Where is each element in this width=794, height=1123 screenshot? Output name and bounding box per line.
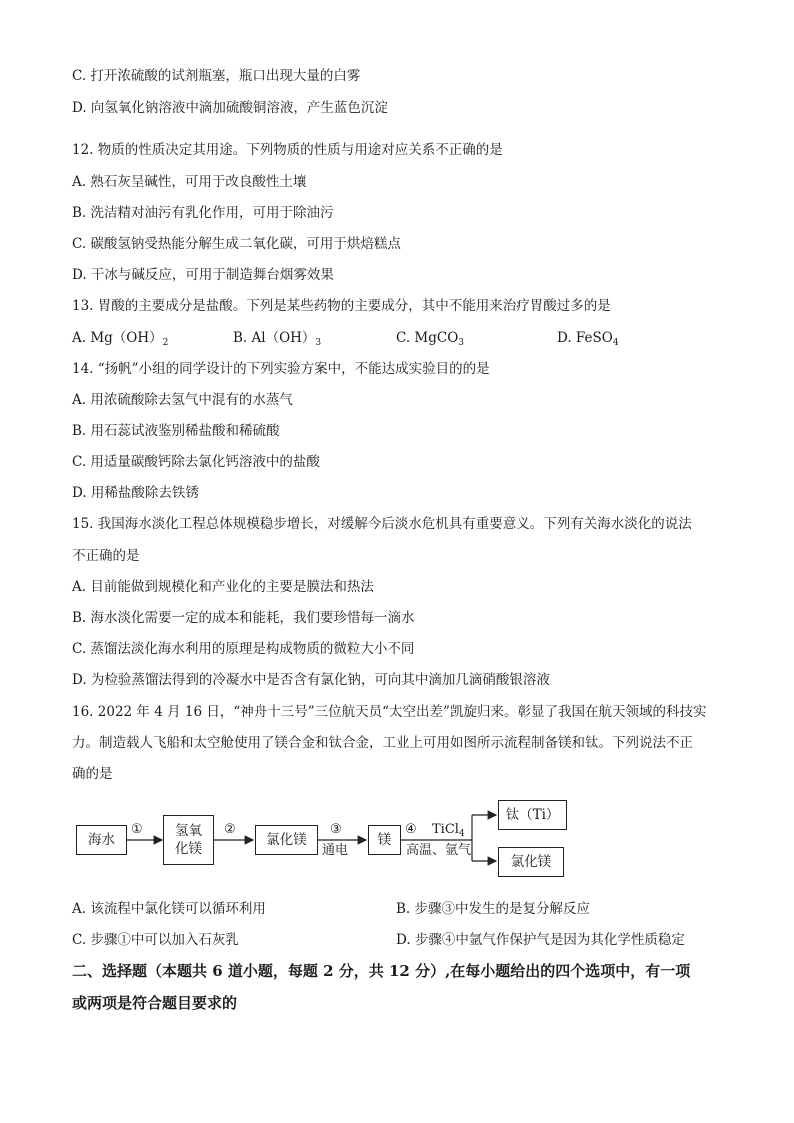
step4-condition: 高温、氩气 xyxy=(406,843,472,858)
section2-heading-line2: 或两项是符合题目要求的 xyxy=(72,994,238,1012)
q16-option-d: D. 步骤④中氩气作保护气是因为其化学性质稳定 xyxy=(396,932,685,948)
box-magnesium: 镁 xyxy=(368,825,401,855)
q13-stem: 13. 胃酸的主要成分是盐酸。下列是某些药物的主要成分，其中不能用来治疗胃酸过多的是 xyxy=(72,298,611,314)
box-seawater: 海水 xyxy=(76,825,127,855)
q12-option-a: A. 熟石灰呈碱性，可用于改良酸性土壤 xyxy=(72,174,307,190)
q15-option-b: B. 海水淡化需要一定的成本和能耗，我们要珍惜每一滴水 xyxy=(72,610,415,626)
q15-stem-line1: 15. 我国海水淡化工程总体规模稳步增长，对缓解今后淡水危机具有重要意义。下列有关海水淡化的说法 xyxy=(72,516,692,532)
box-magnesium-hydroxide xyxy=(163,815,214,865)
q12-option-b: B. 洗洁精对油污有乳化作用，可用于除油污 xyxy=(72,205,334,221)
q16-stem-line2: 力。制造载人飞船和太空舱使用了镁合金和钛合金，工业上可用如图所示流程制备镁和钛。下列说法不正 xyxy=(72,735,693,751)
q12-option-d: D. 干冰与碱反应，可用于制造舞台烟雾效果 xyxy=(72,267,334,283)
q11-option-c: C. 打开浓硫酸的试剂瓶塞，瓶口出现大量的白雾 xyxy=(72,68,361,84)
section2-heading-line1: 二、选择题（本题共 6 道小题，每题 2 分，共 12 分）,在每小题给出的四个选项中，有一项 xyxy=(72,962,691,980)
q13-option-d: D. FeSO$_4$ xyxy=(557,330,619,348)
box-magnesium-chloride-product: 氯化镁 xyxy=(498,847,564,877)
step2-label: ② xyxy=(224,822,236,837)
step4-label: ④ xyxy=(405,822,417,837)
q14-option-c: C. 用适量碳酸钙除去氯化钙溶液中的盐酸 xyxy=(72,454,320,470)
box-magnesium-chloride: 氯化镁 xyxy=(255,825,318,855)
box-mgoh-line1: 氢氧 xyxy=(175,823,202,839)
q16-stem-line3: 确的是 xyxy=(72,766,113,782)
step1-label: ① xyxy=(131,822,143,837)
q12-stem: 12. 物质的性质决定其用途。下列物质的性质与用途对应关系不正确的是 xyxy=(72,142,503,158)
q15-option-a: A. 目前能做到规模化和产业化的主要是膜法和热法 xyxy=(72,579,374,595)
q16-option-c: C. 步骤①中可以加入石灰乳 xyxy=(72,932,239,948)
q11-option-d: D. 向氢氧化钠溶液中滴加硫酸铜溶液，产生蓝色沉淀 xyxy=(72,100,388,116)
q14-option-b: B. 用石蕊试液鉴别稀盐酸和稀硫酸 xyxy=(72,423,280,439)
box-mgoh-line2: 化镁 xyxy=(175,841,202,857)
step4-reagent: TiCl$_4$ xyxy=(432,822,465,839)
q13-option-b: B. $Al(OH)_3$ xyxy=(233,330,322,348)
box-titanium: 钛（Ti） xyxy=(498,800,567,830)
q15-option-c: C. 蒸馏法淡化海水利用的原理是构成物质的微粒大小不同 xyxy=(72,641,415,657)
q14-option-d: D. 用稀盐酸除去铁锈 xyxy=(72,485,199,501)
q16-option-a: A. 该流程中氯化镁可以循环利用 xyxy=(72,901,266,917)
q12-option-c: C. 碳酸氢钠受热能分解生成二氧化碳，可用于烘焙糕点 xyxy=(72,236,401,252)
q15-stem-line2: 不正确的是 xyxy=(72,548,140,564)
q15-option-d: D. 为检验蒸馏法得到的冷凝水中是否含有氯化钠，可向其中滴加几滴硝酸银溶液 xyxy=(72,672,550,688)
q16-stem-line1: 16. 2022 年 4 月 16 日，“神舟十三号”三位航天员“太空出差”凯旋归来。彰显了我国在航天领域的科技实 xyxy=(72,704,707,720)
q14-option-a: A. 用浓硫酸除去氢气中混有的水蒸气 xyxy=(72,392,293,408)
q13-option-a: A. $Mg(OH)_2$ xyxy=(72,330,169,348)
q14-stem: 14. “扬帆”小组的同学设计的下列实验方案中，不能达成实验目的的是 xyxy=(72,361,490,377)
step3-condition: 通电 xyxy=(322,843,349,858)
q16-option-b: B. 步骤③中发生的是复分解反应 xyxy=(396,901,591,917)
q13-option-c: C. MgCO$_3$ xyxy=(396,330,465,348)
step3-label: ③ xyxy=(330,822,342,837)
